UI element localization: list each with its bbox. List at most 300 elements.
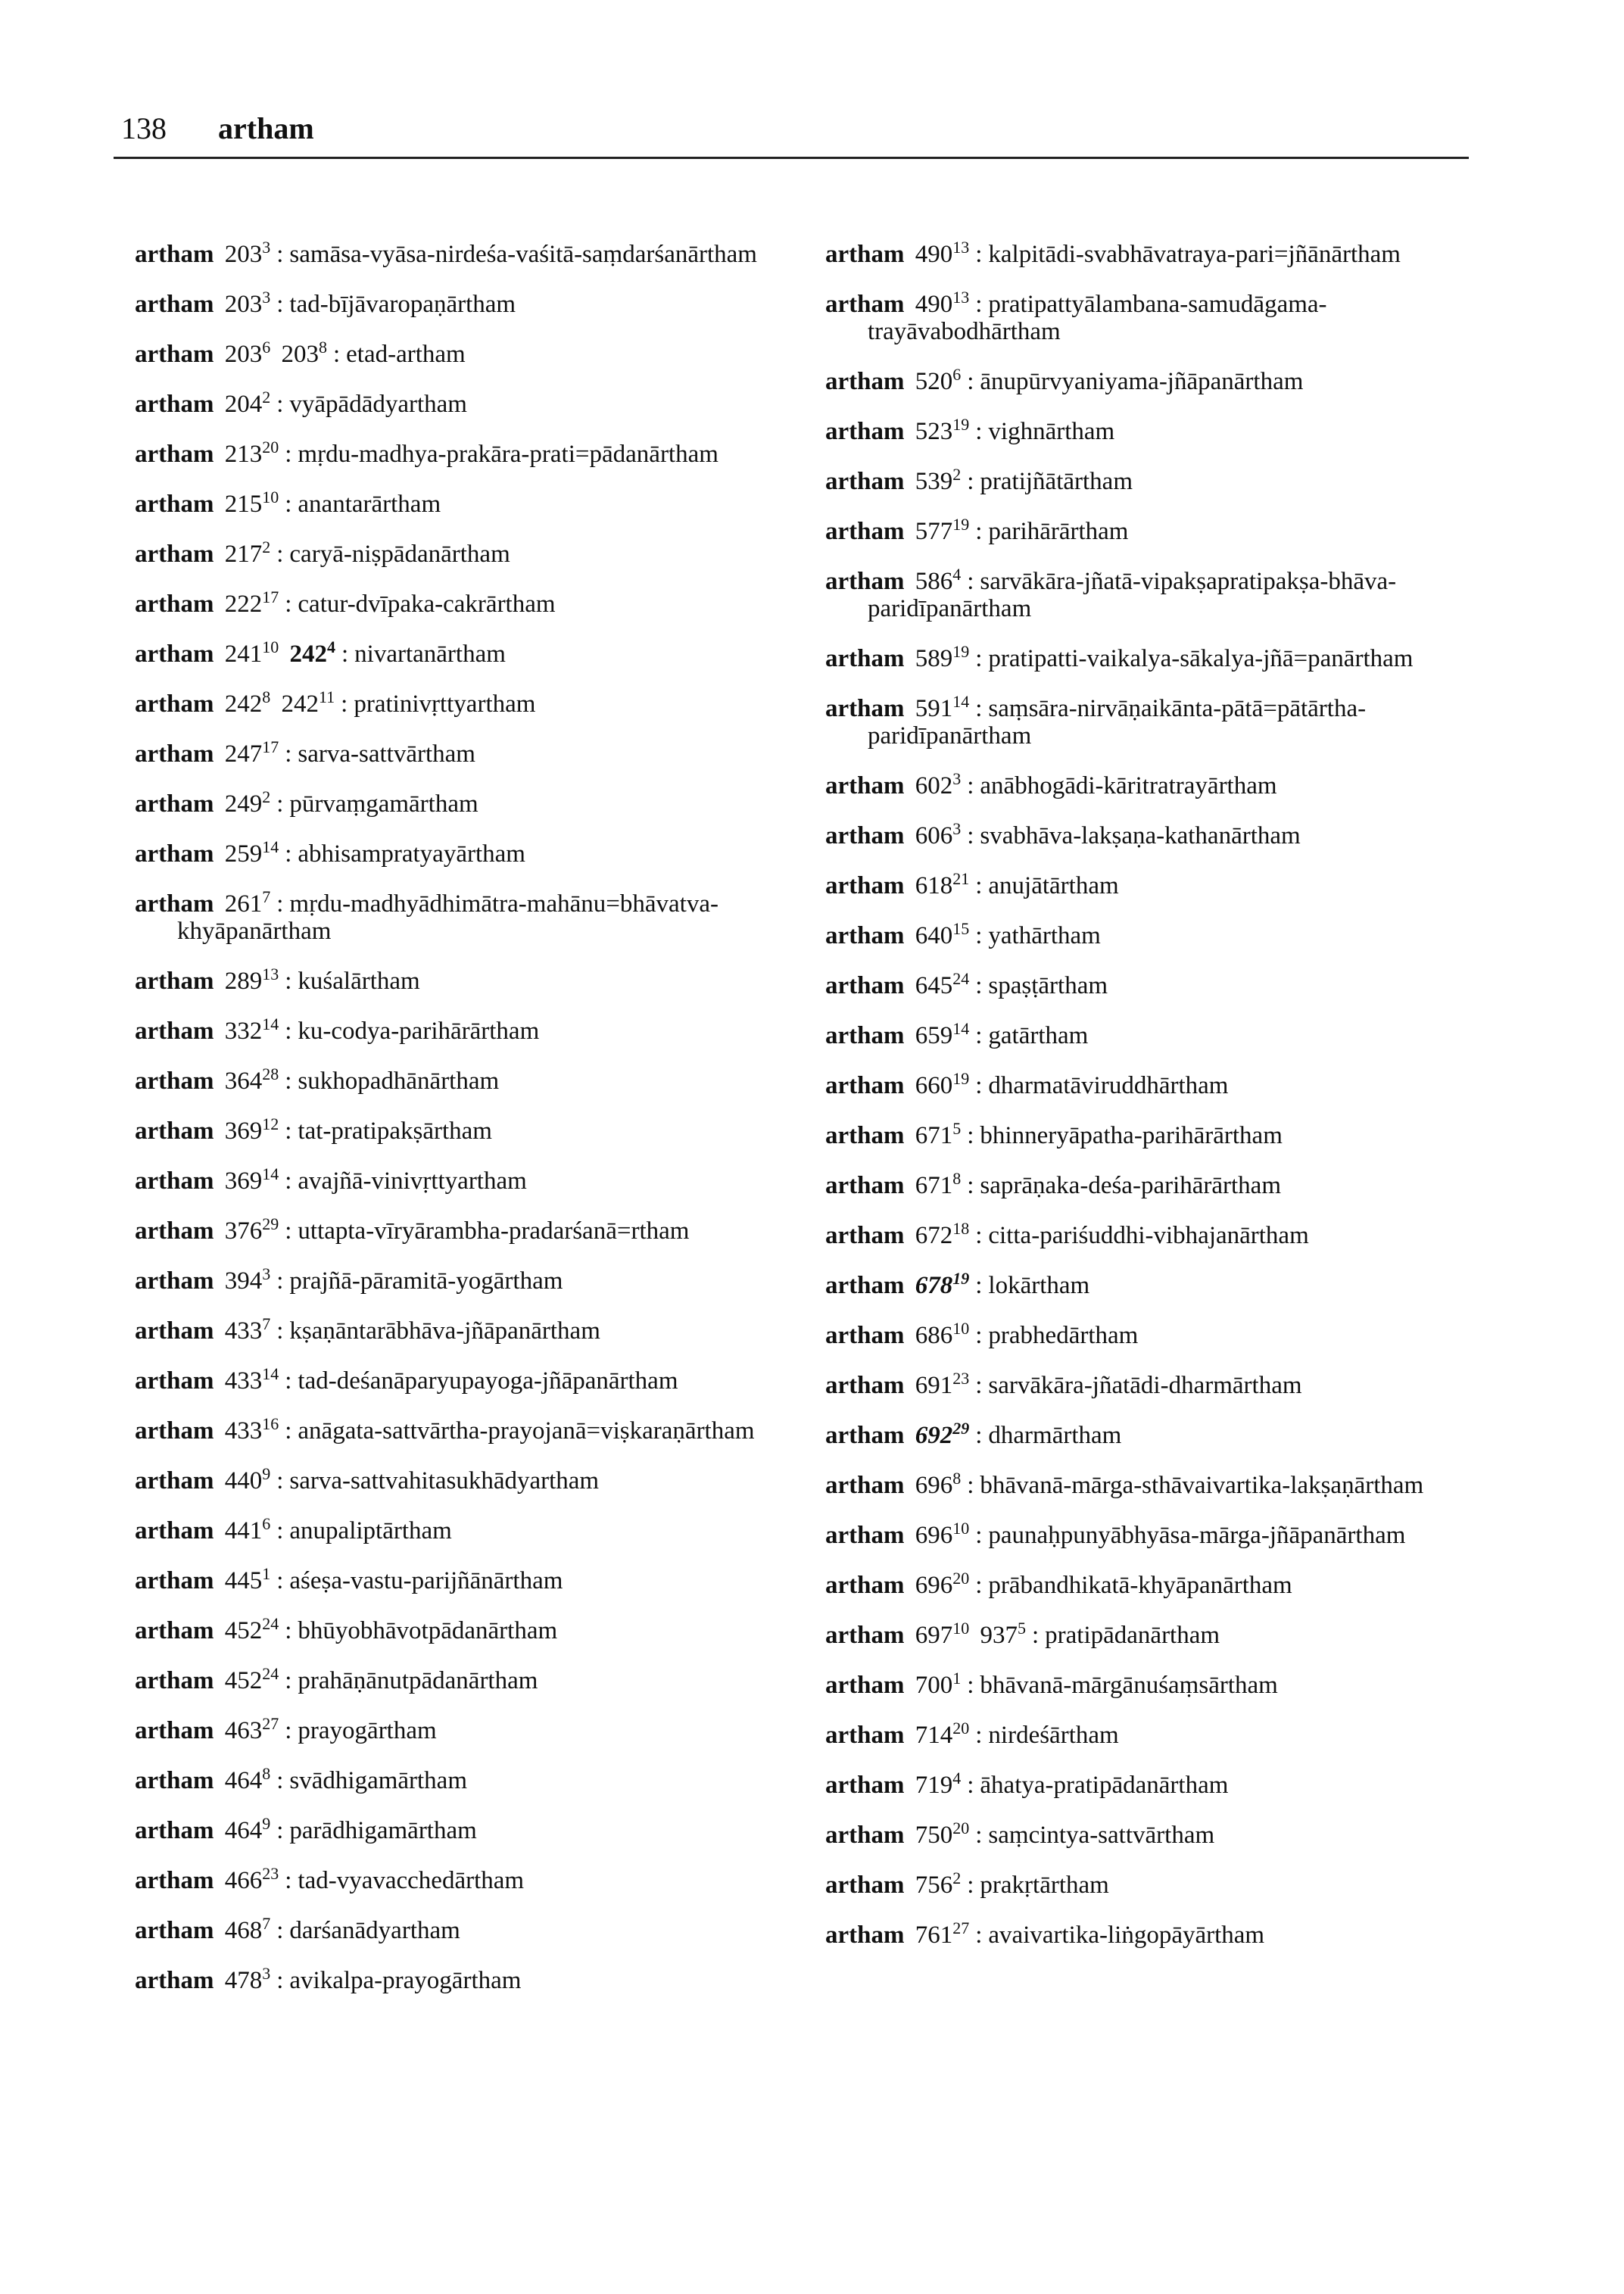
entry-location — [915, 1669, 962, 1699]
index-entry — [825, 819, 1492, 849]
location-line: 27 — [952, 1918, 970, 1937]
entry-colon: : — [975, 1522, 983, 1549]
entry-text: anantarārtham — [298, 491, 441, 518]
index-entry — [135, 637, 801, 668]
entry-text: anupaliptārtham — [289, 1517, 452, 1544]
entry-location — [915, 1719, 970, 1749]
entry-text: avajñā-vinivṛttyartham — [298, 1167, 527, 1195]
index-entry — [825, 1619, 1492, 1649]
location-page: 719 — [915, 1772, 953, 1799]
index-entry — [825, 565, 1492, 622]
entry-location — [915, 1469, 962, 1499]
entry-headword: artham — [135, 1817, 214, 1844]
entry-text: saprāṇaka-deśa-parihārārtham — [980, 1172, 1282, 1199]
entry-headword: artham — [825, 241, 905, 268]
entry-text: anābhogādi-kāritratrayārtham — [980, 772, 1277, 799]
entry-location — [224, 1914, 271, 1944]
entry-text: sarvākāra-jñatā-vipakṣapratipakṣa-bhāva-paridīpanārtham — [868, 568, 1397, 622]
entry-location — [224, 1714, 279, 1744]
location-line: 2 — [262, 538, 271, 556]
entry-text: avikalpa-prayogārtham — [289, 1967, 522, 1994]
location-page: 203 — [224, 241, 263, 268]
entry-colon: : — [276, 1517, 284, 1544]
left-column — [135, 238, 801, 2017]
entry-text: ku-codya-parihārārtham — [298, 1018, 540, 1045]
location-line: 5 — [952, 1119, 962, 1138]
index-entry — [825, 365, 1492, 395]
entry-colon: : — [967, 368, 974, 395]
location-line: 3 — [952, 819, 962, 838]
location-line: 14 — [262, 1015, 279, 1033]
index-entry — [135, 238, 801, 268]
entry-text: prahāṇānutpādanārtham — [298, 1667, 538, 1694]
entry-location — [281, 687, 335, 718]
index-entry — [135, 1614, 801, 1644]
location-page: 671 — [915, 1122, 953, 1149]
location-line: 14 — [262, 1164, 279, 1183]
location-page: 369 — [224, 1167, 263, 1195]
entry-headword: artham — [135, 1517, 214, 1544]
entry-location — [915, 1519, 970, 1549]
entry-headword: artham — [825, 872, 905, 899]
entry-headword: artham — [825, 1822, 905, 1849]
entry-text: prabhedārtham — [988, 1322, 1139, 1349]
index-entry — [135, 1514, 801, 1544]
entry-colon: : — [276, 391, 284, 418]
entry-text: nivartanārtham — [354, 641, 506, 668]
entry-text: āhatya-pratipādanārtham — [980, 1772, 1229, 1799]
entry-text: abhisampratyayārtham — [298, 840, 525, 868]
location-line: 4 — [952, 565, 962, 584]
entry-headword: artham — [825, 772, 905, 799]
location-line: 6 — [262, 338, 271, 357]
entry-location — [224, 1264, 271, 1295]
location-line: 11 — [318, 687, 335, 706]
location-page: 241 — [224, 641, 263, 668]
entry-headword: artham — [825, 418, 905, 445]
entry-headword: artham — [825, 645, 905, 672]
location-line: 13 — [952, 288, 970, 307]
location-page: 203 — [224, 291, 263, 318]
location-page: 640 — [915, 922, 953, 949]
entry-location — [980, 1619, 1026, 1649]
index-entry — [825, 1369, 1492, 1399]
entry-headword: artham — [135, 491, 214, 518]
entry-colon: : — [967, 1472, 974, 1499]
entry-colon: : — [341, 641, 349, 668]
entry-location — [224, 1814, 271, 1844]
location-page: 660 — [915, 1072, 953, 1099]
entry-text: ānupūrvyaniyama-jñāpanārtham — [980, 368, 1304, 395]
entry-text: prakṛtārtham — [980, 1872, 1109, 1899]
entry-colon: : — [967, 1772, 974, 1799]
entry-location — [224, 837, 279, 868]
index-entry — [825, 238, 1492, 268]
entry-colon: : — [975, 1072, 983, 1099]
index-entry — [825, 1319, 1492, 1349]
index-entry — [825, 1918, 1492, 1949]
entry-text: tad-bījāvaropaṇārtham — [289, 291, 516, 318]
location-page: 289 — [224, 968, 263, 995]
index-entry — [135, 1314, 801, 1345]
index-entry — [135, 837, 801, 868]
location-page: 203 — [224, 341, 263, 368]
location-line: 19 — [952, 642, 970, 661]
entry-colon: : — [276, 241, 284, 268]
location-page: 376 — [224, 1217, 263, 1245]
entry-text: sukhopadhānārtham — [298, 1068, 500, 1095]
index-entry — [135, 737, 801, 768]
entry-colon: : — [967, 772, 974, 799]
entry-headword: artham — [135, 740, 214, 768]
location-page: 433 — [224, 1417, 263, 1445]
entry-text: vighnārtham — [988, 418, 1115, 445]
location-line: 9 — [262, 1814, 271, 1833]
location-line: 28 — [262, 1064, 279, 1083]
location-line: 3 — [262, 1264, 271, 1283]
location-line: 10 — [952, 1519, 970, 1538]
entry-text: spaṣṭārtham — [988, 972, 1108, 999]
location-line: 10 — [952, 1619, 970, 1638]
location-line: 19 — [952, 415, 970, 434]
index-entry — [825, 1169, 1492, 1199]
entry-headword: artham — [825, 1322, 905, 1349]
entry-text: prajñā-pāramitā-yogārtham — [289, 1267, 563, 1295]
entry-text: pūrvaṃgamārtham — [289, 790, 478, 818]
location-page: 466 — [224, 1867, 263, 1894]
entry-headword: artham — [135, 1018, 214, 1045]
index-entry — [825, 1069, 1492, 1099]
entry-headword: artham — [135, 690, 214, 718]
location-line: 20 — [952, 1569, 970, 1588]
entry-text: caryā-niṣpādanārtham — [289, 541, 510, 568]
location-page: 433 — [224, 1317, 263, 1345]
entry-location — [224, 1464, 271, 1495]
entry-location — [224, 1614, 279, 1644]
entry-headword: artham — [135, 1267, 214, 1295]
location-page: 606 — [915, 822, 953, 849]
entry-colon: : — [276, 291, 284, 318]
index-entry — [135, 1764, 801, 1794]
entry-text: etad-artham — [346, 341, 466, 368]
entry-text: pratipādanārtham — [1045, 1622, 1220, 1649]
entry-colon: : — [276, 1267, 284, 1295]
entry-headword: artham — [135, 1068, 214, 1095]
entry-text: sarvākāra-jñatādi-dharmārtham — [988, 1372, 1302, 1399]
entry-colon: : — [975, 1022, 983, 1049]
page-number: 138 — [121, 111, 167, 145]
location-line: 2 — [952, 465, 962, 484]
index-entry — [825, 692, 1492, 750]
index-entry — [135, 1214, 801, 1245]
location-page: 464 — [224, 1767, 263, 1794]
entry-location — [915, 819, 962, 849]
location-line: 29 — [952, 1419, 970, 1438]
index-entry — [825, 969, 1492, 999]
index-entry — [135, 488, 801, 518]
entry-location — [915, 1369, 970, 1399]
entry-text: prābandhikatā-khyāpanārtham — [988, 1572, 1292, 1599]
location-line: 14 — [262, 837, 279, 856]
entry-headword: artham — [825, 822, 905, 849]
entry-location — [915, 415, 970, 445]
entry-headword: artham — [135, 1717, 214, 1744]
location-line: 18 — [952, 1219, 970, 1238]
entry-text: prayogārtham — [298, 1717, 437, 1744]
location-page: 678 — [915, 1272, 953, 1299]
entry-colon: : — [276, 1467, 284, 1495]
location-page: 714 — [915, 1722, 953, 1749]
entry-text: kṣaṇāntarābhāva-jñāpanārtham — [289, 1317, 600, 1345]
entry-location — [224, 737, 279, 768]
location-page: 242 — [281, 690, 319, 718]
location-page: 445 — [224, 1567, 263, 1594]
entry-headword: artham — [825, 1872, 905, 1899]
location-page: 591 — [915, 695, 953, 722]
index-entry — [825, 515, 1492, 545]
entry-text: kuśalārtham — [298, 968, 420, 995]
entry-colon: : — [285, 1367, 292, 1395]
location-page: 332 — [224, 1018, 263, 1045]
entry-text: bhūyobhāvotpādanārtham — [298, 1617, 558, 1644]
entry-text: bhinneryāpatha-parihārārtham — [980, 1122, 1283, 1149]
entry-text: pratipattyālambana-samudāgama-trayāvabodhārtham — [868, 291, 1327, 345]
location-line: 17 — [262, 588, 279, 606]
entry-location — [224, 1364, 279, 1395]
location-line: 24 — [952, 969, 970, 988]
entry-text: kalpitādi-svabhāvatraya-pari=jñānārtham — [988, 241, 1401, 268]
entry-colon: : — [975, 418, 983, 445]
entry-location — [224, 637, 279, 668]
entry-text: darśanādyartham — [289, 1917, 460, 1944]
location-line: 21 — [952, 869, 970, 888]
index-entry — [825, 1469, 1492, 1499]
index-entry — [825, 769, 1492, 799]
index-entry — [135, 1464, 801, 1495]
entry-text: anāgata-sattvārtha-prayojanā=viṣkaraṇārtham — [298, 1417, 755, 1445]
entry-location — [289, 637, 335, 668]
location-page: 700 — [915, 1672, 953, 1699]
entry-headword: artham — [825, 291, 905, 318]
entry-text: parādhigamārtham — [289, 1817, 477, 1844]
location-page: 490 — [915, 241, 953, 268]
entry-text: bhāvanā-mārgānuśaṃsārtham — [980, 1672, 1278, 1699]
entry-location — [915, 1819, 970, 1849]
location-line: 8 — [262, 1764, 271, 1783]
entry-headword: artham — [135, 968, 214, 995]
entry-location — [915, 465, 962, 495]
entry-colon: : — [975, 518, 983, 545]
entry-text: svabhāva-lakṣaṇa-kathanārtham — [980, 822, 1301, 849]
entry-colon: : — [285, 441, 292, 468]
index-entry — [135, 787, 801, 818]
location-page: 364 — [224, 1068, 263, 1095]
entry-text: bhāvanā-mārga-sthāvaivartika-lakṣaṇārtham — [980, 1472, 1424, 1499]
index-entry — [135, 1964, 801, 1994]
entry-headword: artham — [135, 591, 214, 618]
entry-headword: artham — [825, 1472, 905, 1499]
location-page: 369 — [224, 1117, 263, 1145]
index-entry — [135, 1814, 801, 1844]
entry-headword: artham — [825, 1222, 905, 1249]
entry-colon: : — [975, 972, 983, 999]
location-line: 20 — [952, 1819, 970, 1837]
location-line: 14 — [952, 692, 970, 711]
entry-headword: artham — [135, 1167, 214, 1195]
entry-text: samāsa-vyāsa-nirdeśa-vaśitā-saṃdarśanārtham — [289, 241, 757, 268]
location-page: 696 — [915, 1572, 953, 1599]
entry-text: tad-vyavacchedārtham — [298, 1867, 525, 1894]
entry-headword: artham — [825, 1922, 905, 1949]
entry-location — [224, 1114, 279, 1145]
entry-colon: : — [975, 1322, 983, 1349]
location-line: 23 — [262, 1864, 279, 1883]
entry-text: sarva-sattvahitasukhādyartham — [289, 1467, 600, 1495]
entry-text: tad-deśanāparyupayoga-jñāpanārtham — [298, 1367, 678, 1395]
location-page: 468 — [224, 1917, 263, 1944]
location-line: 8 — [952, 1469, 962, 1488]
entry-text: dharmatāviruddhārtham — [988, 1072, 1229, 1099]
entry-headword: artham — [825, 1172, 905, 1199]
entry-colon: : — [975, 922, 983, 949]
entry-headword: artham — [135, 1667, 214, 1694]
location-page: 523 — [915, 418, 953, 445]
entry-headword: artham — [135, 1867, 214, 1894]
location-page: 242 — [224, 690, 263, 718]
index-entry — [135, 1864, 801, 1894]
entry-colon: : — [332, 341, 341, 368]
entry-text: mṛdu-madhya-prakāra-prati=pādanārtham — [298, 441, 718, 468]
entry-colon: : — [975, 1222, 983, 1249]
location-line: 7 — [262, 887, 271, 906]
entry-location — [224, 887, 271, 918]
entry-text: citta-pariśuddhi-vibhajanārtham — [988, 1222, 1309, 1249]
entry-headword: artham — [135, 1467, 214, 1495]
entry-headword: artham — [135, 1567, 214, 1594]
location-line: 24 — [262, 1614, 279, 1633]
location-line: 10 — [952, 1319, 970, 1338]
location-page: 539 — [915, 468, 953, 495]
location-page: 671 — [915, 1172, 953, 1199]
entry-colon: : — [285, 1617, 292, 1644]
location-page: 452 — [224, 1667, 263, 1694]
location-line: 7 — [262, 1914, 271, 1933]
header-rule — [114, 157, 1469, 159]
location-line: 8 — [318, 338, 327, 357]
entry-location — [224, 1564, 271, 1594]
entry-headword: artham — [135, 1617, 214, 1644]
entry-text: uttapta-vīryārambha-pradarśanā=rtham — [298, 1217, 690, 1245]
location-line: 3 — [952, 769, 962, 788]
location-line: 9 — [262, 1464, 271, 1483]
location-line: 23 — [952, 1369, 970, 1388]
location-page: 441 — [224, 1517, 263, 1544]
entry-headword: artham — [135, 840, 214, 868]
location-page: 692 — [915, 1422, 953, 1449]
location-page: 452 — [224, 1617, 263, 1644]
location-line: 19 — [952, 1269, 970, 1288]
location-line: 24 — [262, 1664, 279, 1683]
entry-colon: : — [285, 1217, 292, 1245]
entry-text: paunaḥpunyābhyāsa-mārga-jñāpanārtham — [988, 1522, 1406, 1549]
entry-headword: artham — [135, 641, 214, 668]
index-entry — [135, 1364, 801, 1395]
entry-location — [915, 1069, 970, 1099]
entry-colon: : — [967, 568, 974, 595]
entry-colon: : — [967, 1672, 974, 1699]
entry-text: mṛdu-madhyādhimātra-mahānu=bhāvatva-khyāpanārtham — [177, 890, 718, 945]
entry-headword: artham — [135, 1117, 214, 1145]
location-line: 17 — [262, 737, 279, 756]
index-entry — [825, 1519, 1492, 1549]
entry-text: pratijñātārtham — [980, 468, 1133, 495]
entry-text: aśeṣa-vastu-parijñānārtham — [289, 1567, 563, 1594]
location-page: 261 — [224, 890, 263, 918]
entry-colon: : — [1031, 1622, 1040, 1649]
entry-colon: : — [967, 1122, 974, 1149]
location-line: 10 — [262, 488, 279, 506]
entry-location — [915, 515, 970, 545]
location-line: 1 — [952, 1669, 962, 1688]
entry-headword: artham — [135, 1967, 214, 1994]
entry-location — [224, 1764, 271, 1794]
entry-colon: : — [276, 790, 284, 818]
location-page: 686 — [915, 1322, 953, 1349]
entry-location — [224, 965, 279, 995]
entry-location — [224, 538, 271, 568]
entry-location — [915, 869, 970, 899]
entry-location — [915, 1419, 970, 1449]
index-entry — [825, 1769, 1492, 1799]
entry-headword: artham — [825, 368, 905, 395]
entry-headword: artham — [135, 541, 214, 568]
location-page: 440 — [224, 1467, 263, 1495]
entry-colon: : — [975, 1922, 983, 1949]
entry-colon: : — [975, 1372, 983, 1399]
location-page: 696 — [915, 1522, 953, 1549]
entry-location — [224, 1015, 279, 1045]
location-line: 27 — [262, 1714, 279, 1733]
location-line: 15 — [952, 919, 970, 938]
location-page: 589 — [915, 645, 953, 672]
entry-location — [915, 1569, 970, 1599]
entry-location — [915, 238, 970, 268]
index-entry — [135, 887, 801, 945]
location-page: 247 — [224, 740, 263, 768]
entry-colon: : — [967, 1872, 974, 1899]
index-entry — [825, 1019, 1492, 1049]
location-page: 259 — [224, 840, 263, 868]
location-page: 645 — [915, 972, 953, 999]
location-line: 20 — [262, 438, 279, 457]
entry-location — [915, 1119, 962, 1149]
index-entry — [135, 965, 801, 995]
entry-colon: : — [276, 1317, 284, 1345]
entry-colon: : — [967, 822, 974, 849]
entry-text: dharmārtham — [988, 1422, 1122, 1449]
entry-text: pratinivṛttyartham — [354, 690, 536, 718]
entry-headword: artham — [825, 1722, 905, 1749]
index-entry — [135, 288, 801, 318]
entry-colon: : — [285, 1417, 292, 1445]
entry-headword: artham — [135, 341, 214, 368]
entry-colon: : — [285, 1068, 292, 1095]
entry-location — [224, 438, 279, 468]
entry-colon: : — [285, 591, 292, 618]
location-line: 19 — [952, 1069, 970, 1088]
location-page: 478 — [224, 1967, 263, 1994]
entry-headword: artham — [825, 468, 905, 495]
